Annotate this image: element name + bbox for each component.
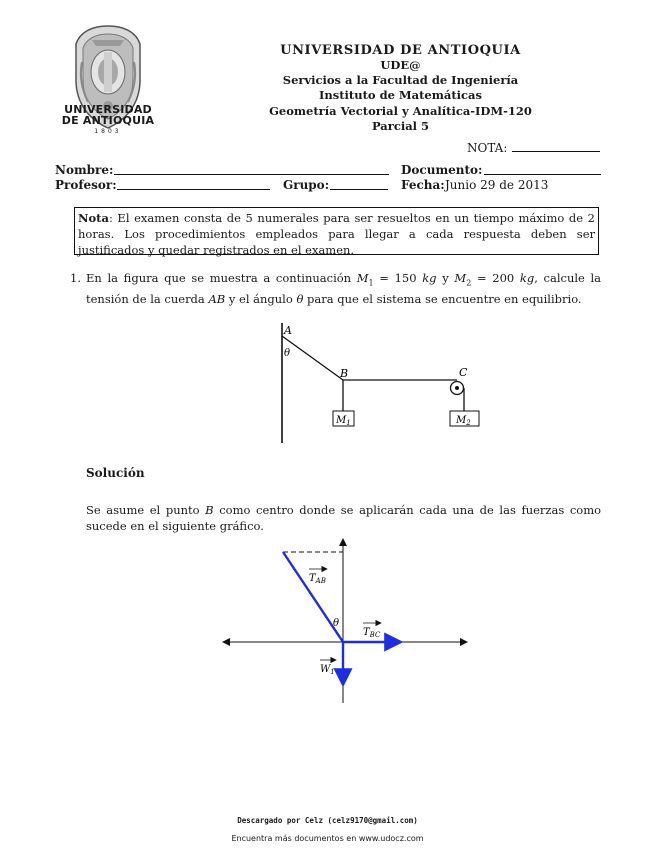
services-line: Servicios a la Facultad de Ingeniería [282,73,519,87]
problem-text-4: para que el sistema se encuentre en equilibrio. [307,292,582,307]
svg-text:TBC [363,627,381,639]
problem-number: 1. [70,271,81,285]
solution-text-1: Se asume el punto [86,503,200,517]
tbc-label: T [363,627,370,638]
tab-sub: AB [315,577,326,585]
grupo-field[interactable] [330,189,388,190]
unit-2: kg [519,271,535,285]
institute-line: Instituto de Matemáticas [319,88,482,102]
instructions-box [74,207,599,255]
exam-line: Parcial 5 [371,119,430,133]
theta-label: θ [333,618,340,629]
point-b: B [205,503,214,517]
box2-sub: 2 [466,419,471,427]
force-diagram [215,535,475,710]
w-sub: 1 [330,668,335,676]
solution-title: Solución [86,466,145,480]
rope-ab [282,336,343,380]
m1-sub: 1 [368,278,374,288]
svg-text:TAB [309,573,326,585]
nombre-field[interactable] [114,174,389,175]
logo-year: 1803 [94,128,122,135]
logo-line-1: UNIVERSIDAD [64,103,152,116]
problem-text-2: , calcule la tensión de la cuerda [86,271,602,307]
profesor-field[interactable] [117,189,270,190]
m2-value: = 200 [476,271,515,285]
grupo-label: Grupo: [283,178,330,192]
problem-text-1: En la figura que se muestra a continuación [86,271,352,285]
label-c: C [459,366,468,379]
logo-line-2: DE ANTIOQUIA [61,114,155,127]
footer-link[interactable]: Encuentra más documentos en www.udocz.com [231,834,424,843]
nota-field[interactable] [512,151,600,152]
problem-text [86,270,601,307]
box2-m: M [456,415,467,426]
box1-sub: 1 [346,419,351,427]
m1-symbol: M [356,271,369,285]
instructions-text: : El examen consta de 5 numerales para ser resueltos en un tiempo máximo de 2 horas. Los procedimientos empleados para llegar a cada respuesta deben ser justificados y quedar registrados en el examen. [78,211,595,257]
m1-value: = 150 [379,271,417,285]
pulley-system-figure [270,318,490,448]
tab-label: T [309,573,316,584]
theta-symbol: θ [296,292,304,307]
course-line: Geometría Vectorial y Analítica-IDM-120 [269,104,532,118]
unit-1: kg [422,271,437,285]
nota-label: NOTA: [467,141,508,155]
box1-m: M [336,415,347,426]
documento-label: Documento: [401,163,483,177]
footer-download: Descargado por Celz (celz9170@gmail.com) [237,816,418,825]
fecha-value: Junio 29 de 2013 [445,178,549,192]
label-b: B [340,367,349,380]
svg-text:W1 [320,664,335,676]
fecha-label: Fecha: [401,178,445,192]
profesor-label: Profesor: [55,178,117,192]
and-word: y [442,271,449,285]
w-label: W [320,664,331,675]
university-title: UNIVERSIDAD DE ANTIOQUIA [280,43,521,58]
tbc-sub: BC [369,631,381,639]
m2-symbol: M [454,271,467,285]
instructions-bold: Nota [78,211,109,225]
solution-text [86,502,601,534]
label-theta: θ [284,348,291,359]
solution-text-2: como centro donde se aplicarán cada una de las fuerzas como sucede en el siguiente gráfico. [86,503,602,533]
documento-field[interactable] [484,174,601,175]
m2-sub: 2 [466,278,472,288]
udea-title: UDE@ [380,58,421,72]
ab-symbol: AB [208,292,226,307]
nombre-label: Nombre: [55,163,114,177]
label-a: A [284,324,292,337]
problem-text-3: y el ángulo [228,292,293,307]
